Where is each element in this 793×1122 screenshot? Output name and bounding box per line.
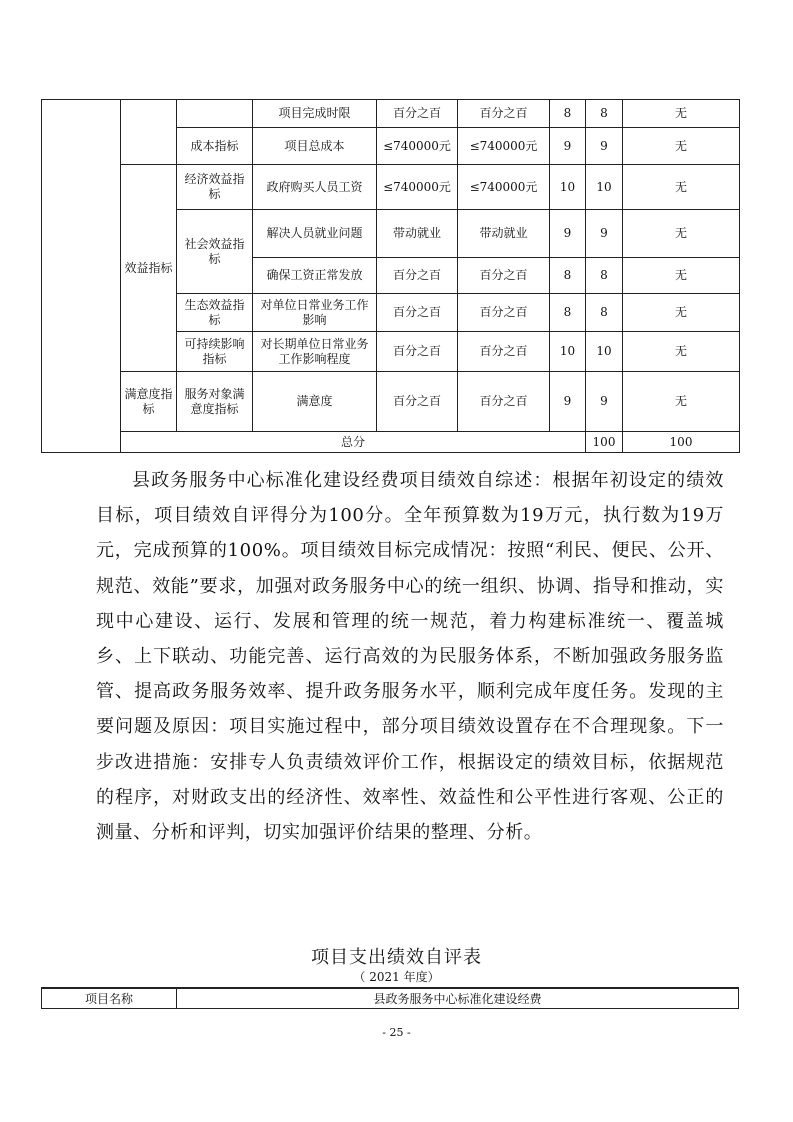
- target-cell: 百分之百: [377, 100, 458, 128]
- actual-cell: 百分之百: [458, 294, 550, 332]
- score-cell: 9: [586, 210, 623, 258]
- table-row: [42, 100, 740, 128]
- actual-cell: 百分之百: [458, 372, 550, 432]
- indicator-cell: 确保工资正常发放: [253, 258, 377, 294]
- table-row: [42, 372, 740, 432]
- target-cell: 百分之百: [377, 372, 458, 432]
- third-level-cell: 社会效益指标: [177, 210, 253, 294]
- second-level-cell: 效益指标: [121, 165, 177, 372]
- score-cell: 8: [586, 258, 623, 294]
- third-level-cell: [177, 100, 253, 128]
- weight-cell: 8: [550, 258, 586, 294]
- score-cell: 9: [586, 372, 623, 432]
- target-cell: ≤740000元: [377, 165, 458, 210]
- project-name-table: [41, 987, 739, 1009]
- indicator-cell: 项目完成时限: [253, 100, 377, 128]
- third-level-cell: 经济效益指标: [177, 165, 253, 210]
- actual-cell: ≤740000元: [458, 165, 550, 210]
- indicator-cell: 对长期单位日常业务工作影响程度: [253, 332, 377, 372]
- actual-cell: ≤740000元: [458, 128, 550, 165]
- indicator-cell: 满意度: [253, 372, 377, 432]
- weight-cell: 10: [550, 332, 586, 372]
- indicator-cell: 解决人员就业问题: [253, 210, 377, 258]
- third-level-cell: 生态效益指标: [177, 294, 253, 332]
- indicator-cell: 政府购买人员工资: [253, 165, 377, 210]
- third-level-cell: 可持续影响指标: [177, 332, 253, 372]
- score-cell: 10: [586, 332, 623, 372]
- target-cell: 带动就业: [377, 210, 458, 258]
- reason-cell: 无: [623, 372, 740, 432]
- indicator-cell: 项目总成本: [253, 128, 377, 165]
- reason-cell: 无: [623, 165, 740, 210]
- reason-cell: 无: [623, 100, 740, 128]
- indicator-cell: 对单位日常业务工作影响: [253, 294, 377, 332]
- total-label-cell: 总分: [121, 432, 586, 453]
- target-cell: 百分之百: [377, 294, 458, 332]
- second-level-cell: [121, 100, 177, 165]
- first-level-cell: [42, 100, 121, 453]
- table-row: [42, 988, 739, 1009]
- reason-cell: 无: [623, 294, 740, 332]
- weight-cell: 9: [550, 128, 586, 165]
- reason-cell: 无: [623, 210, 740, 258]
- fiscal-year: （ 2021 年度）: [353, 970, 440, 984]
- target-cell: ≤740000元: [377, 128, 458, 165]
- score-cell: 10: [586, 165, 623, 210]
- weight-cell: 8: [550, 100, 586, 128]
- project-name-value: 县政务服务中心标准化建设经费: [177, 988, 739, 1009]
- reason-cell: 无: [623, 332, 740, 372]
- total-row: [42, 432, 740, 453]
- reason-cell: 无: [623, 258, 740, 294]
- third-level-cell: 服务对象满意度指标: [177, 372, 253, 432]
- weight-cell: 10: [550, 165, 586, 210]
- score-cell: 9: [586, 128, 623, 165]
- target-cell: 百分之百: [377, 258, 458, 294]
- score-cell: 8: [586, 100, 623, 128]
- page-number: - 25 -: [382, 1026, 411, 1039]
- score-cell: 8: [586, 294, 623, 332]
- reason-cell: 无: [623, 128, 740, 165]
- total-score-cell: 100: [623, 432, 740, 453]
- total-target-cell: 100: [586, 432, 623, 453]
- actual-cell: 百分之百: [458, 332, 550, 372]
- actual-cell: 百分之百: [458, 100, 550, 128]
- weight-cell: 9: [550, 210, 586, 258]
- actual-cell: 带动就业: [458, 210, 550, 258]
- actual-cell: 百分之百: [458, 258, 550, 294]
- performance-summary: 县政务服务中心标准化建设经费项目绩效自综述：根据年初设定的绩效目标，项目绩效自评得分为100分。全年预算数为19万元，执行数为19万元，完成预算的100%。项目绩效目标完成情况：按照“利民、便民、公开、规范、效能”要求，加强对政务服务中心的统一组织、协调、指导和推动，实现中心建设、运行、发展和管理的统一规范，着力构建标准统一、覆盖城乡、上下联动、功能完善、运行高效的为民服务体系，不断加强政务服务监管、提高政务服务效率、提升政务服务水平，顺利完成年度任务。发现的主要问题及原因：项目实施过程中，部分项目绩效设置存在不合理现象。下一步改进措施：安排专人负责绩效评价工作，根据设定的绩效目标，依据规范的程序，对财政支出的经济性、效率性、效益性和公平性进行客观、公正的测量、分析和评判，切实加强评价结果的整理、分析。: [96, 470, 724, 844]
- table-row: [42, 165, 740, 210]
- weight-cell: 9: [550, 372, 586, 432]
- indicator-table: [41, 99, 740, 453]
- second-level-cell: 满意度指标: [121, 372, 177, 432]
- third-level-cell: 成本指标: [177, 128, 253, 165]
- weight-cell: 8: [550, 294, 586, 332]
- target-cell: 百分之百: [377, 332, 458, 372]
- self-evaluation-table-title: 项目支出绩效自评表: [311, 947, 482, 968]
- project-name-label: 项目名称: [42, 988, 177, 1009]
